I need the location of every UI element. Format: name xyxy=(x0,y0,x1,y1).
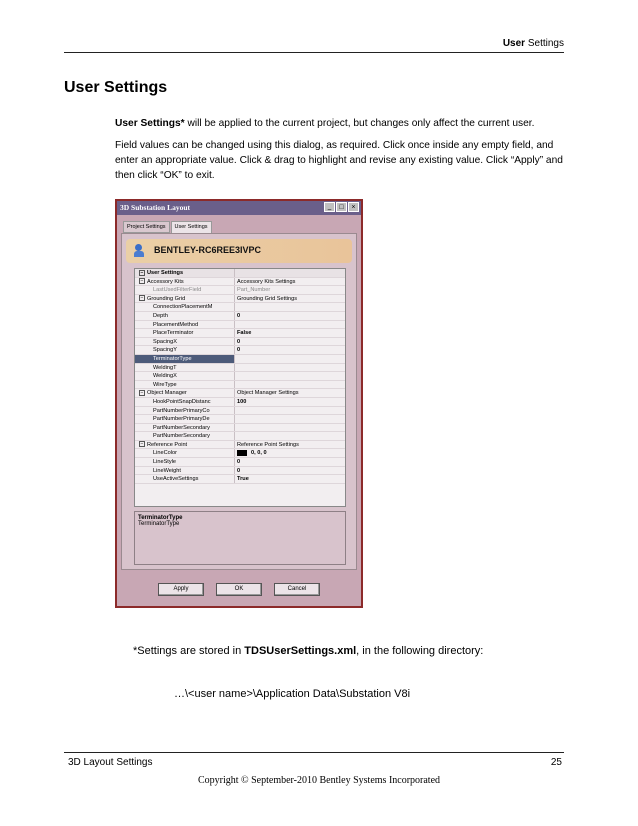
property-value[interactable] xyxy=(235,372,345,380)
property-value[interactable] xyxy=(235,364,345,372)
property-key-text: LineStyle xyxy=(153,459,177,466)
collapse-icon[interactable]: − xyxy=(140,441,144,448)
running-header-rest: Settings xyxy=(527,38,564,49)
property-row[interactable] xyxy=(135,312,345,321)
running-header-bold: User xyxy=(502,38,526,49)
property-key xyxy=(135,355,235,363)
property-key xyxy=(135,441,235,449)
property-value-text: 0 xyxy=(237,459,241,466)
property-row[interactable] xyxy=(135,286,345,295)
property-value[interactable] xyxy=(235,467,345,475)
property-value-text: 0 xyxy=(237,312,241,319)
property-key-text: PartNumberSecondary xyxy=(153,433,210,440)
description-text: TerminatorType xyxy=(138,521,180,527)
property-value[interactable] xyxy=(235,432,345,440)
property-value-text: 0 xyxy=(237,338,241,345)
property-row[interactable] xyxy=(135,355,345,364)
property-key xyxy=(135,364,235,372)
settings-panel xyxy=(121,233,357,570)
note-filename: TDSUserSettings.xml xyxy=(244,645,357,657)
property-value[interactable] xyxy=(235,286,345,294)
property-row[interactable] xyxy=(135,432,345,441)
intro-bold: User Settings* xyxy=(115,118,185,129)
property-key-text: LastUsedFilterField xyxy=(153,287,202,294)
property-value-text: Reference Point Settings xyxy=(237,441,299,448)
minimize-icon[interactable]: _ xyxy=(324,202,335,212)
property-row[interactable] xyxy=(135,364,345,373)
property-key-text: HookPointSnapDistanc xyxy=(153,398,211,405)
property-key xyxy=(135,303,235,311)
property-row[interactable] xyxy=(135,269,345,278)
property-row[interactable] xyxy=(135,372,345,381)
property-row[interactable] xyxy=(135,441,345,450)
settings-location-note xyxy=(133,645,483,657)
property-key xyxy=(135,458,235,466)
collapse-icon[interactable]: − xyxy=(140,389,144,396)
property-value-text: Object Manager Settings xyxy=(237,390,299,397)
property-key-text: PlacementMethod xyxy=(153,321,199,328)
property-row[interactable] xyxy=(135,389,345,398)
property-key-text: SpacingX xyxy=(153,338,177,345)
property-value-text: True xyxy=(237,476,249,483)
property-key-text: TerminatorType xyxy=(153,355,192,362)
property-key xyxy=(135,372,235,380)
property-row[interactable] xyxy=(135,381,345,390)
settings-dialog-screenshot xyxy=(115,199,363,608)
dialog-buttons xyxy=(117,583,361,596)
property-row[interactable] xyxy=(135,303,345,312)
property-row[interactable] xyxy=(135,415,345,424)
property-key xyxy=(135,475,235,483)
user-banner xyxy=(126,239,352,263)
property-key xyxy=(135,338,235,346)
property-value[interactable] xyxy=(235,381,345,389)
running-header xyxy=(503,38,564,49)
intro-paragraph xyxy=(115,116,570,131)
property-key-text: PartNumberPrimaryCo xyxy=(153,407,210,414)
property-row[interactable] xyxy=(135,398,345,407)
property-row[interactable] xyxy=(135,278,345,287)
property-row[interactable] xyxy=(135,321,345,330)
property-key xyxy=(135,295,235,303)
property-value[interactable] xyxy=(235,441,345,449)
property-description xyxy=(134,511,346,565)
property-key xyxy=(135,415,235,423)
intro-rest: will be applied to the current project, but changes only affect the current user. xyxy=(184,118,535,129)
property-key xyxy=(135,407,235,415)
close-icon[interactable]: × xyxy=(348,202,359,212)
property-value[interactable] xyxy=(235,415,345,423)
property-value[interactable] xyxy=(235,312,345,320)
property-value[interactable] xyxy=(235,407,345,415)
property-key-text: WeldingX xyxy=(153,373,177,380)
apply-button[interactable]: Apply xyxy=(158,583,204,596)
footer-rule xyxy=(64,752,564,753)
property-value-text: 0 xyxy=(237,467,241,474)
property-value[interactable] xyxy=(235,355,345,363)
property-key xyxy=(135,346,235,354)
property-row[interactable] xyxy=(135,346,345,355)
dialog-title: 3D Substation Layout xyxy=(120,203,191,212)
property-grid xyxy=(134,268,346,507)
ok-button[interactable]: OK xyxy=(216,583,262,596)
property-key-text: Reference Point xyxy=(147,441,188,448)
instructions-paragraph: Field values can be changed using this dialog, as required. Click once inside any empty field, and enter an appropriate value. Click & drag to highlight and revise any existing value. Click “Apply” and then click “OK” to exit. xyxy=(115,140,563,181)
property-row[interactable] xyxy=(135,449,345,458)
property-key-text: LineColor xyxy=(153,450,177,457)
property-value[interactable] xyxy=(235,475,345,483)
property-value-text: Grounding Grid Settings xyxy=(237,295,298,302)
property-value[interactable] xyxy=(235,303,345,311)
page-title: User Settings xyxy=(64,79,168,96)
user-name: BENTLEY-RC6REE3IVPC xyxy=(154,245,262,255)
property-key xyxy=(135,312,235,320)
property-value[interactable] xyxy=(235,269,345,277)
property-key-text: Grounding Grid xyxy=(147,295,186,302)
property-key xyxy=(135,269,235,277)
property-value-text: 0, 0, 0 xyxy=(251,450,267,457)
property-key-text: WeldingT xyxy=(153,364,177,371)
property-value[interactable] xyxy=(235,398,345,406)
property-key-text: PartNumberPrimaryDe xyxy=(153,416,210,423)
property-key-text: ConnectionPlacementM xyxy=(153,304,213,311)
note-post: , in the following directory: xyxy=(356,645,484,657)
maximize-icon[interactable]: □ xyxy=(336,202,347,212)
property-row[interactable] xyxy=(135,295,345,304)
dialog-title-bar xyxy=(117,201,361,215)
tab-user-settings[interactable]: User Settings xyxy=(171,221,212,233)
property-key-text: UseActiveSettings xyxy=(153,476,199,483)
property-value-text: Part_Number xyxy=(237,287,271,294)
property-row[interactable] xyxy=(135,475,345,484)
property-value[interactable] xyxy=(235,278,345,286)
property-key xyxy=(135,449,235,457)
property-key-text: Object Manager xyxy=(147,390,187,397)
property-value[interactable] xyxy=(235,458,345,466)
property-key-text: SpacingY xyxy=(153,347,177,354)
property-row[interactable] xyxy=(135,424,345,433)
color-swatch xyxy=(237,450,247,456)
property-value-text: 0 xyxy=(237,347,241,354)
property-key-text: Accessory Kits xyxy=(147,278,184,285)
property-key-text: PlaceTerminator xyxy=(153,330,194,337)
property-key-text: WireType xyxy=(153,381,177,388)
property-value[interactable] xyxy=(235,449,345,457)
property-key xyxy=(135,381,235,389)
property-value-text: 100 xyxy=(237,398,247,405)
property-key-text: Depth xyxy=(153,312,168,319)
property-key xyxy=(135,329,235,337)
cancel-button[interactable]: Cancel xyxy=(274,583,320,596)
copyright: Copyright © September-2010 Bentley Systems Incorporated xyxy=(197,775,441,786)
collapse-icon[interactable]: − xyxy=(140,295,144,302)
dialog-tabs xyxy=(123,221,213,233)
property-key xyxy=(135,432,235,440)
property-key-text: LineWeight xyxy=(153,467,181,474)
collapse-icon[interactable]: − xyxy=(140,269,144,276)
property-row[interactable] xyxy=(135,467,345,476)
property-value-text: Accessory Kits Settings xyxy=(237,278,296,285)
settings-path: …\<user name>\Application Data\Substation V8i xyxy=(174,688,411,700)
user-icon xyxy=(134,244,144,258)
property-value[interactable] xyxy=(235,346,345,354)
collapse-icon[interactable]: − xyxy=(140,278,144,285)
property-key xyxy=(135,389,235,397)
property-row[interactable] xyxy=(135,407,345,416)
property-value[interactable] xyxy=(235,389,345,397)
footer-section-title: 3D Layout Settings xyxy=(68,757,153,768)
property-row[interactable] xyxy=(135,329,345,338)
property-key xyxy=(135,467,235,475)
tab-project-settings[interactable]: Project Settings xyxy=(123,221,170,233)
property-value[interactable] xyxy=(235,329,345,337)
property-row[interactable] xyxy=(135,338,345,347)
property-key-text: User Settings xyxy=(147,270,184,276)
property-value[interactable] xyxy=(235,321,345,329)
property-key xyxy=(135,398,235,406)
property-key xyxy=(135,278,235,286)
property-key xyxy=(135,286,235,294)
property-key-text: PartNumberSecondary xyxy=(153,424,210,431)
property-key xyxy=(135,424,235,432)
property-value[interactable] xyxy=(235,424,345,432)
property-value[interactable] xyxy=(235,295,345,303)
property-value-text: False xyxy=(237,330,252,337)
description-title: TerminatorType xyxy=(138,515,183,521)
property-key xyxy=(135,321,235,329)
header-rule xyxy=(64,52,564,53)
property-value[interactable] xyxy=(235,338,345,346)
property-row[interactable] xyxy=(135,458,345,467)
note-pre: *Settings are stored in xyxy=(133,645,245,657)
page-number: 25 xyxy=(550,757,562,768)
